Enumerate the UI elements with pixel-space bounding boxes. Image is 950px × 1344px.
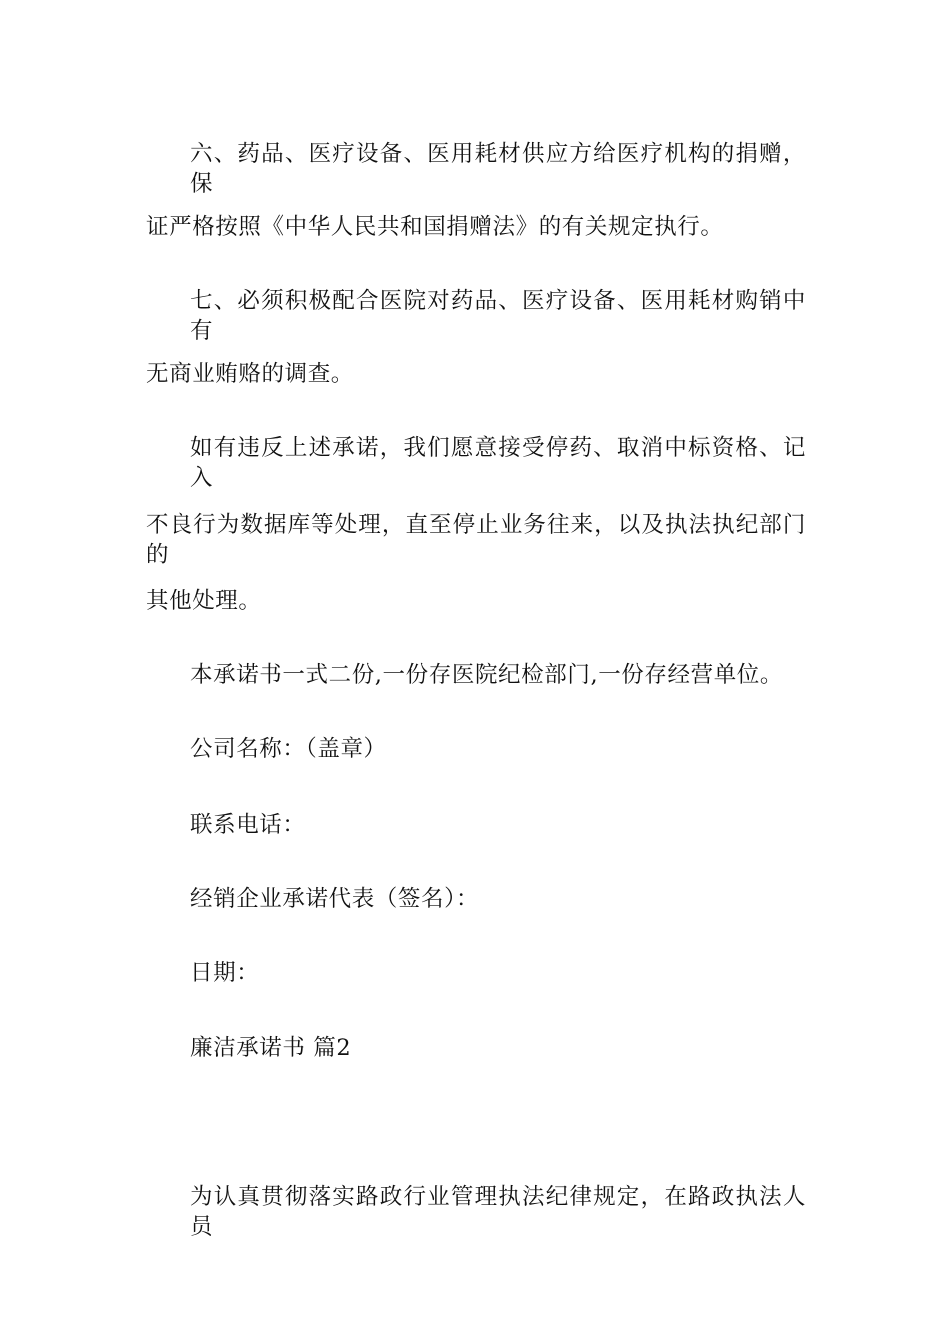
violation-line-1: 如有违反上述承诺，我们愿意接受停药、取消中标资格、记入 [190, 435, 806, 491]
next-paragraph-line-1: 为认真贯彻落实路政行业管理执法纪律规定，在路政执法人员 [190, 1184, 806, 1240]
date-field: 日期： [190, 960, 260, 986]
violation-line-2: 不良行为数据库等处理，直至停止业务往来，以及执法执纪部门的 [146, 512, 806, 568]
copies-note: 本承诺书一式二份,一份存医院纪检部门,一份存经营单位。 [190, 662, 784, 688]
item-6-line-1: 六、药品、医疗设备、医用耗材供应方给医疗机构的捐赠，保 [190, 141, 806, 197]
item-6-line-2: 证严格按照《中华人民共和国捐赠法》的有关规定执行。 [146, 214, 724, 240]
representative-signature-field: 经销企业承诺代表（签名）： [190, 886, 480, 912]
item-7-line-2: 无商业贿赂的调查。 [146, 361, 354, 387]
section-title: 廉洁承诺书 篇2 [190, 1035, 352, 1061]
phone-field: 联系电话： [190, 812, 306, 838]
violation-line-3: 其他处理。 [146, 588, 262, 614]
item-7-line-1: 七、必须积极配合医院对药品、医疗设备、医用耗材购销中有 [190, 288, 806, 344]
company-name-field: 公司名称：（盖章） [190, 736, 387, 762]
